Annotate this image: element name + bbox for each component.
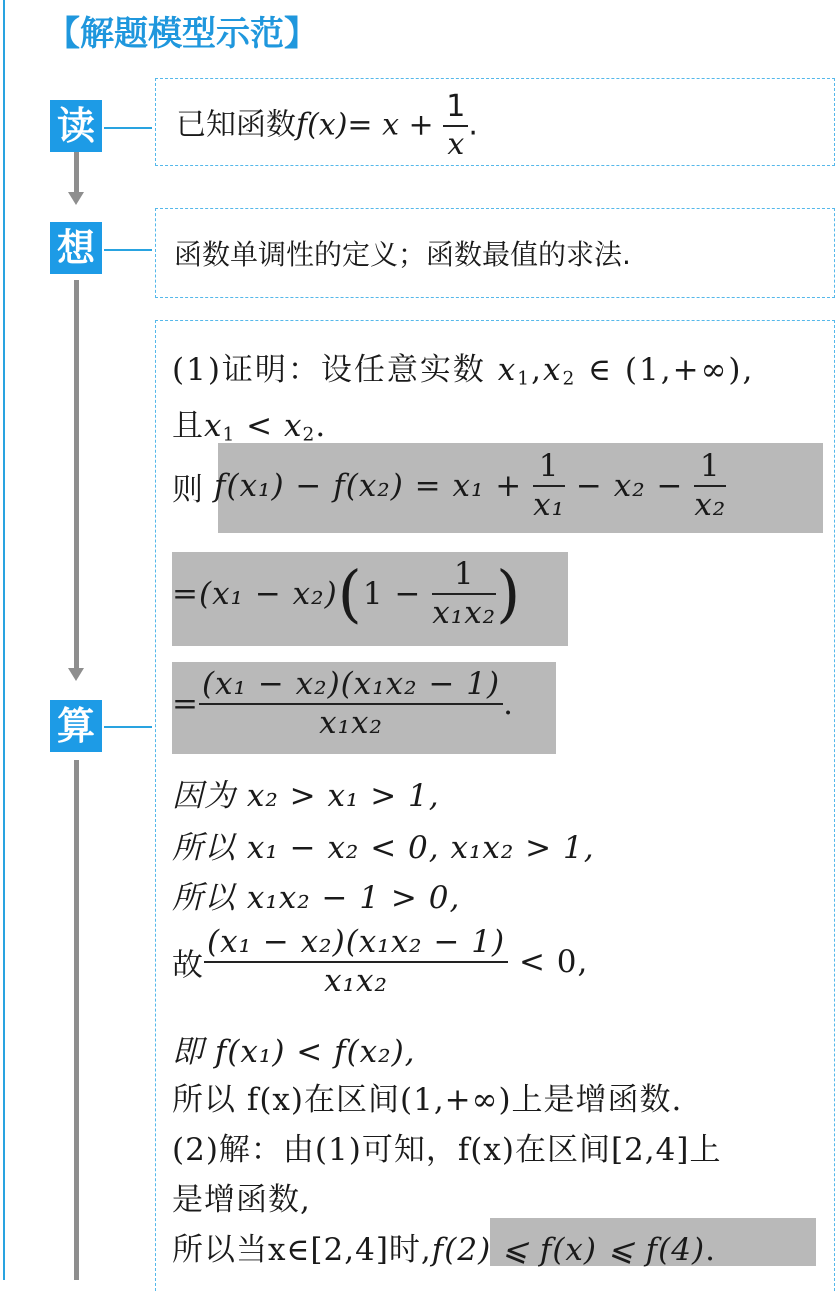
calc-line-6: 因为 x₂ > x₁ > 1,	[172, 778, 440, 814]
flow-line-calc-continue	[74, 760, 79, 1280]
sign-fraction: $\frac{\text{(x₁ − x₂)(x₁x₂ − 1)}}{\text{x₁x₂}}$	[204, 924, 508, 1000]
section-title: 【解题模型示范】	[46, 14, 318, 54]
read-fraction	[443, 89, 468, 163]
calc-line-1: (1)证明：设任意实数 $x_1,x_2$ ∈ (1,+∞),	[172, 352, 755, 390]
calc-line-4: =(x₁ − x₂)(1 − $\frac{1}{\text{x₁x₂}}$ )	[172, 556, 522, 632]
then-label: 则	[172, 471, 204, 508]
think-box	[155, 208, 835, 298]
calc-line-9: 故 $\frac{\text{(x₁ − x₂)(x₁x₂ − 1)}}{\text{x₁x₂}}$ < 0,	[172, 924, 589, 1000]
step-think-badge: 想	[50, 222, 102, 274]
calc-line-13: 是增函数,	[172, 1182, 311, 1218]
frac-1-over-x1x2: $\frac{1}{\text{x₁x₂}}$	[432, 556, 497, 632]
step-calc-badge: 算	[50, 700, 102, 752]
read-end: .	[468, 107, 478, 143]
calc-line-10: 即 f(x₁) < f(x₂),	[172, 1034, 416, 1070]
diff-expression: f(x₁) − f(x₂) = x₁ +	[214, 468, 534, 505]
result-inequality: f(2) ⩽ f(x) ⩽ f(4)	[431, 1232, 706, 1268]
frac-1-over-x2: $\frac{1}{\text{x₂}}$	[694, 448, 727, 524]
step-read-connector	[104, 127, 152, 129]
combined-fraction: $\frac{\text{(x₁ − x₂)(x₁x₂ − 1)}}{\text{x₁x₂}}$	[199, 666, 503, 742]
flow-line-read-think	[74, 152, 79, 192]
step-read-badge: 读	[50, 100, 102, 152]
calc-line-7: 所以 x₁ − x₂ < 0, x₁x₂ > 1,	[172, 830, 595, 866]
read-content	[176, 89, 478, 163]
flow-arrow-down-icon	[68, 668, 84, 681]
calc-line-2: 且$x_1 < x_2$.	[172, 408, 327, 446]
calc-line-14: 所以当x∈[2,4]时,f(2) ⩽ f(x) ⩽ f(4).	[172, 1232, 716, 1268]
flow-arrow-down-icon	[68, 192, 84, 205]
think-text: 函数单调性的定义；函数最值的求法.	[174, 238, 631, 271]
calc-line-8: 所以 x₁x₂ − 1 > 0,	[172, 880, 461, 916]
read-fraction-den: x	[447, 127, 465, 162]
calc-line-3: 则 f(x₁) − f(x₂) = x₁ + $\frac{1}{\text{x₁}}$ − x₂ − $\frac{1}{\text{x₂}}$	[172, 448, 727, 524]
read-prefix: 已知函数	[176, 107, 296, 143]
frac-1-over-x1: $\frac{1}{\text{x₁}}$	[533, 448, 566, 524]
left-margin-rule	[3, 0, 5, 1280]
step-calc-connector	[104, 726, 152, 728]
read-box	[155, 78, 835, 166]
read-equation: f(x)= x +	[296, 107, 444, 143]
read-fraction-num: 1	[443, 89, 468, 127]
step-think-connector	[104, 249, 152, 251]
calc-line-12: (2)解：由(1)可知，f(x)在区间[2,4]上	[172, 1132, 722, 1168]
flow-line-think-calc	[74, 280, 79, 670]
calc-line-5: = $\frac{\text{(x₁ − x₂)(x₁x₂ − 1)}}{\text{x₁x₂}}$ .	[172, 666, 514, 742]
calc-line-11: 所以 f(x)在区间(1,+∞)上是增函数.	[172, 1082, 683, 1118]
